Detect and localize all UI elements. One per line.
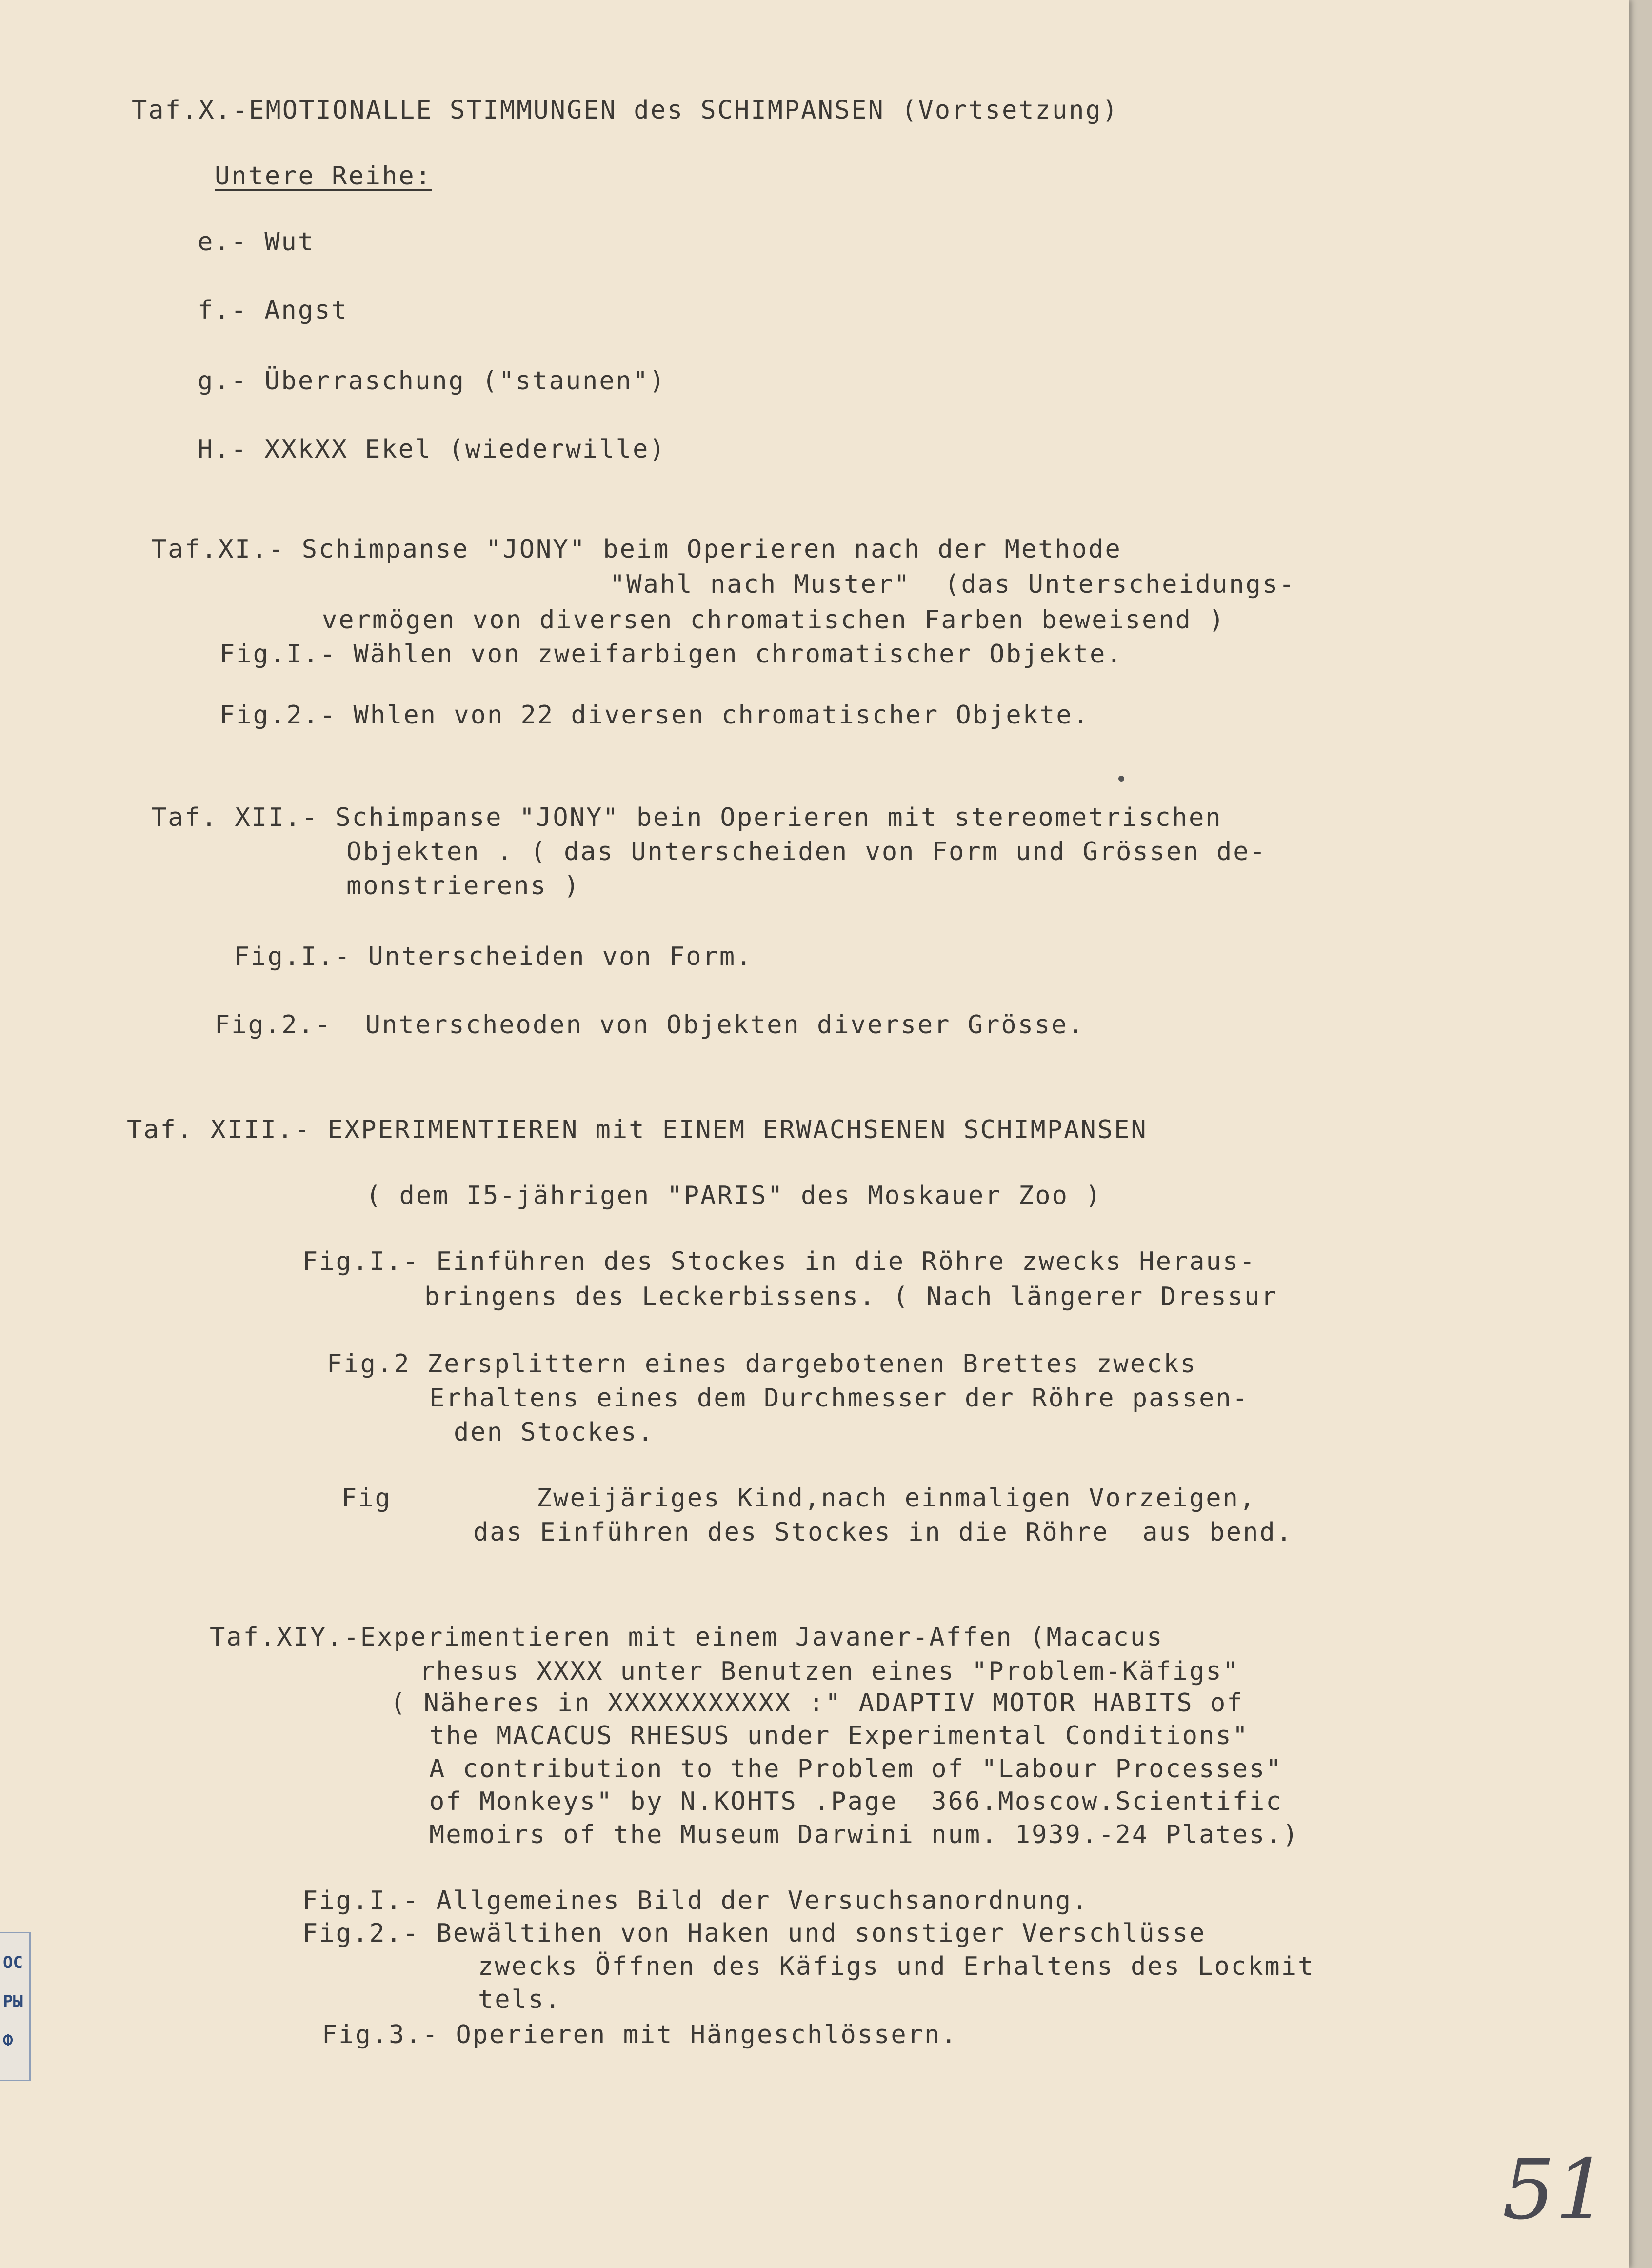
plate-xii-fig-1: Fig.I.- Unterscheiden von Form. <box>234 942 753 971</box>
item-h: H.- XXkXX Ekel (wiederwille) <box>198 435 666 464</box>
item-g: g.- Überraschung ("staunen") <box>198 366 666 396</box>
handwritten-page-number: 51 <box>1502 2142 1608 2238</box>
plate-xiii-fig-2-end: den Stockes. <box>454 1418 655 1447</box>
item-e: e.- Wut <box>198 227 315 257</box>
plate-xi-line-3: vermögen von diversen chromatischen Farben beweisend ) <box>322 605 1226 635</box>
plate-xii-heading: Taf. XII.- Schimpanse "JONY" bein Operieren mit stereometrischen <box>151 803 1222 832</box>
stamp-text-1: ОС <box>3 1953 23 1972</box>
plate-xiv-line-5: A contribution to the Problem of "Labour Processes" <box>429 1754 1283 1784</box>
ink-dot <box>1118 776 1124 782</box>
plate-xii-fig-2: Fig.2.- Unterscheoden von Objekten diverser Grösse. <box>215 1010 1085 1040</box>
plate-xiv-line-6: of Monkeys" by N.KOHTS .Page 366.Moscow.Scientific <box>429 1787 1283 1816</box>
plate-xiv-line-3: ( Näheres in XXXXXXXXXXX :" ADAPTIV MOTOR HABITS of <box>390 1688 1244 1718</box>
plate-xii-line-2: Objekten . ( das Unterscheiden von Form und Grössen de- <box>346 837 1267 866</box>
plate-xi-fig-1: Fig.I.- Wählen von zweifarbigen chromatischer Objekte. <box>219 640 1123 669</box>
plate-xiv-fig-2-cont: zwecks Öffnen des Käfigs und Erhaltens des Lockmit <box>478 1952 1315 1981</box>
plate-xiii-subtitle: ( dem I5-jährigen "PARIS" des Moskauer Zoo ) <box>366 1181 1102 1210</box>
stamp-text-3: Ф <box>3 2031 13 2050</box>
plate-xiii-fig-1-cont: bringens des Leckerbissens. ( Nach längerer Dressur <box>424 1282 1278 1311</box>
archive-stamp <box>0 1932 31 2081</box>
plate-xiv-line-7: Memoirs of the Museum Darwini num. 1939.-24 Plates.) <box>429 1820 1299 1849</box>
plate-xiv-fig-1: Fig.I.- Allgemeines Bild der Versuchsanordnung. <box>302 1886 1089 1915</box>
plate-xiii-heading: Taf. XIII.- EXPERIMENTIEREN mit EINEM ERWACHSENEN SCHIMPANSEN <box>127 1115 1148 1144</box>
plate-xiv-fig-3: Fig.3.- Operieren mit Hängeschlössern. <box>322 2020 958 2049</box>
plate-xiii-fig-1: Fig.I.- Einführen des Stockes in die Röhre zwecks Heraus- <box>302 1247 1256 1276</box>
plate-xiii-fig-2: Fig.2 Zersplittern eines dargebotenen Brettes zwecks <box>327 1349 1197 1379</box>
plate-x-heading: Taf.X.-EMOTIONALLE STIMMUNGEN des SCHIMPANSEN (Vortsetzung) <box>132 96 1119 125</box>
plate-xiii-fig-3-cont: das Einführen des Stockes in die Röhre aus bend. <box>473 1518 1294 1547</box>
plate-xiv-heading: Taf.XIY.-Experimentieren mit einem Javaner-Affen (Macacus <box>210 1623 1164 1652</box>
plate-xi-heading: Taf.XI.- Schimpanse "JONY" beim Operieren nach der Methode <box>151 535 1122 564</box>
stamp-text-2: РЫ <box>3 1992 23 2011</box>
plate-xiii-fig-3-label: Fig <box>341 1484 392 1513</box>
plate-xi-line-2: "Wahl nach Muster" (das Unterscheidungs- <box>610 570 1296 599</box>
item-f: f.- Angst <box>198 296 348 325</box>
plate-xiii-fig-2-cont: Erhaltens eines dem Durchmesser der Röhre passen- <box>429 1384 1250 1413</box>
plate-xi-fig-2: Fig.2.- Whlen von 22 diversen chromatischer Objekte. <box>219 701 1090 730</box>
plate-xiv-line-4: the MACACUS RHESUS under Experimental Conditions" <box>429 1721 1250 1750</box>
plate-xiii-fig-3: Zweijäriges Kind,nach einmaligen Vorzeigen, <box>537 1484 1256 1513</box>
plate-xiv-fig-2: Fig.2.- Bewältihen von Haken und sonstiger Verschlüsse <box>302 1919 1206 1948</box>
plate-xiv-line-2: rhesus XXXX unter Benutzen eines "Problem-Käfigs" <box>419 1657 1240 1686</box>
plate-xii-line-3: monstrierens ) <box>346 871 581 901</box>
plate-xiv-fig-2-end: tels. <box>478 1985 562 2014</box>
subheading-lower-row: Untere Reihe: <box>215 161 432 191</box>
